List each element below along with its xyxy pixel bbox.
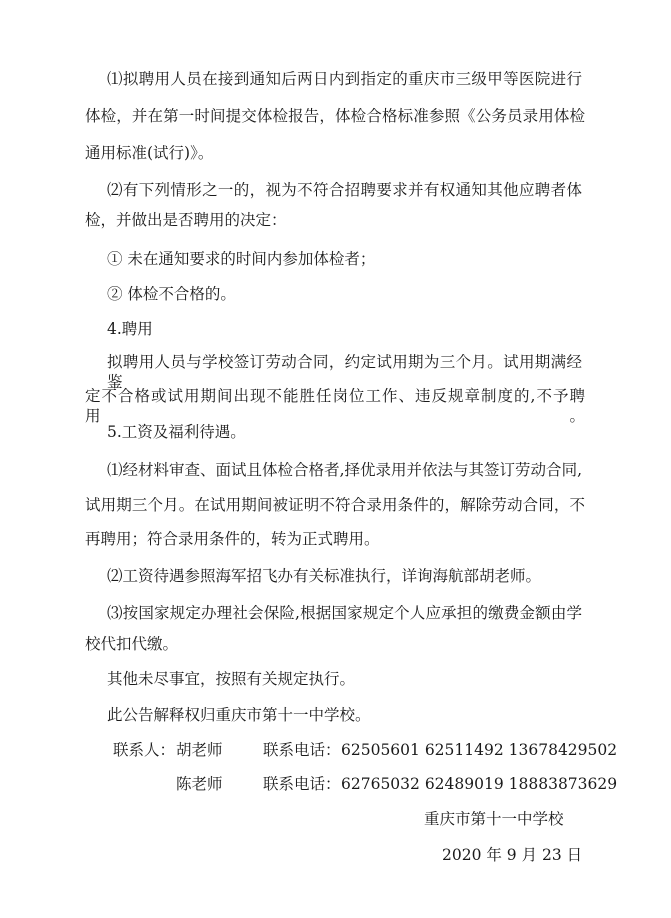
paragraph-line: 通用标准(试行)》。 [85,144,214,162]
contact-name: 陈老师 [176,775,223,793]
paragraph-line: ⑴拟聘用人员在接到通知后两日内到指定的重庆市三级甲等医院进行 [107,70,582,88]
paragraph-line: 定不合格或试用期间出现不能胜任岗位工作、违反规章制度的,不予聘用。 [85,387,585,425]
contact-phones: 62765032 62489019 18883873629 [341,775,618,793]
paragraph-line: 体检，并在第一时间提交体检报告，体检合格标准参照《公务员录用体检 [85,107,585,125]
contact-name: 胡老师 [176,741,223,759]
paragraph-line: 此公告解释权归重庆市第十一中学校。 [107,706,371,724]
list-item: ② 体检不合格的。 [107,285,236,303]
paragraph-line: 试用期三个月。在试用期间被证明不符合录用条件的，解除劳动合同，不 [85,496,585,514]
signature-date: 2020 年 9 月 23 日 [442,846,583,864]
paragraph-line: ⑵工资待遇参照海军招飞办有关标准执行，详询海航部胡老师。 [107,567,542,585]
paragraph-line: 检，并做出是否聘用的决定： [85,211,287,229]
contact-label: 联系人： [113,741,176,759]
contact-phones: 62505601 62511492 13678429502 [341,741,618,759]
paragraph-line: ⑴经材料审查、面试且体检合格者,择优录用并依法与其签订劳动合同, [107,461,582,479]
paragraph-line: 再聘用；符合录用条件的，转为正式聘用。 [85,530,380,548]
contact-phone-label: 联系电话： [263,775,341,793]
paragraph-line: 校代扣代缴。 [85,635,179,653]
section-heading: 4.聘用 [107,320,153,338]
paragraph-line: ⑵有下列情形之一的，视为不符合招聘要求并有权通知其他应聘者体 [107,181,582,199]
signature-organization: 重庆市第十一中学校 [424,810,564,828]
contact-phone-label: 联系电话： [263,741,341,759]
section-heading: 5.工资及福利待遇。 [107,423,246,441]
list-item: ① 未在通知要求的时间内参加体检者； [107,250,376,268]
paragraph-line: 其他未尽事宜，按照有关规定执行。 [107,670,356,688]
paragraph-line: 拟聘用人员与学校签订劳动合同，约定试用期为三个月。试用期满经鉴 [107,353,582,391]
paragraph-line: ⑶按国家规定办理社会保险,根据国家规定个人应承担的缴费金额由学 [107,604,582,622]
